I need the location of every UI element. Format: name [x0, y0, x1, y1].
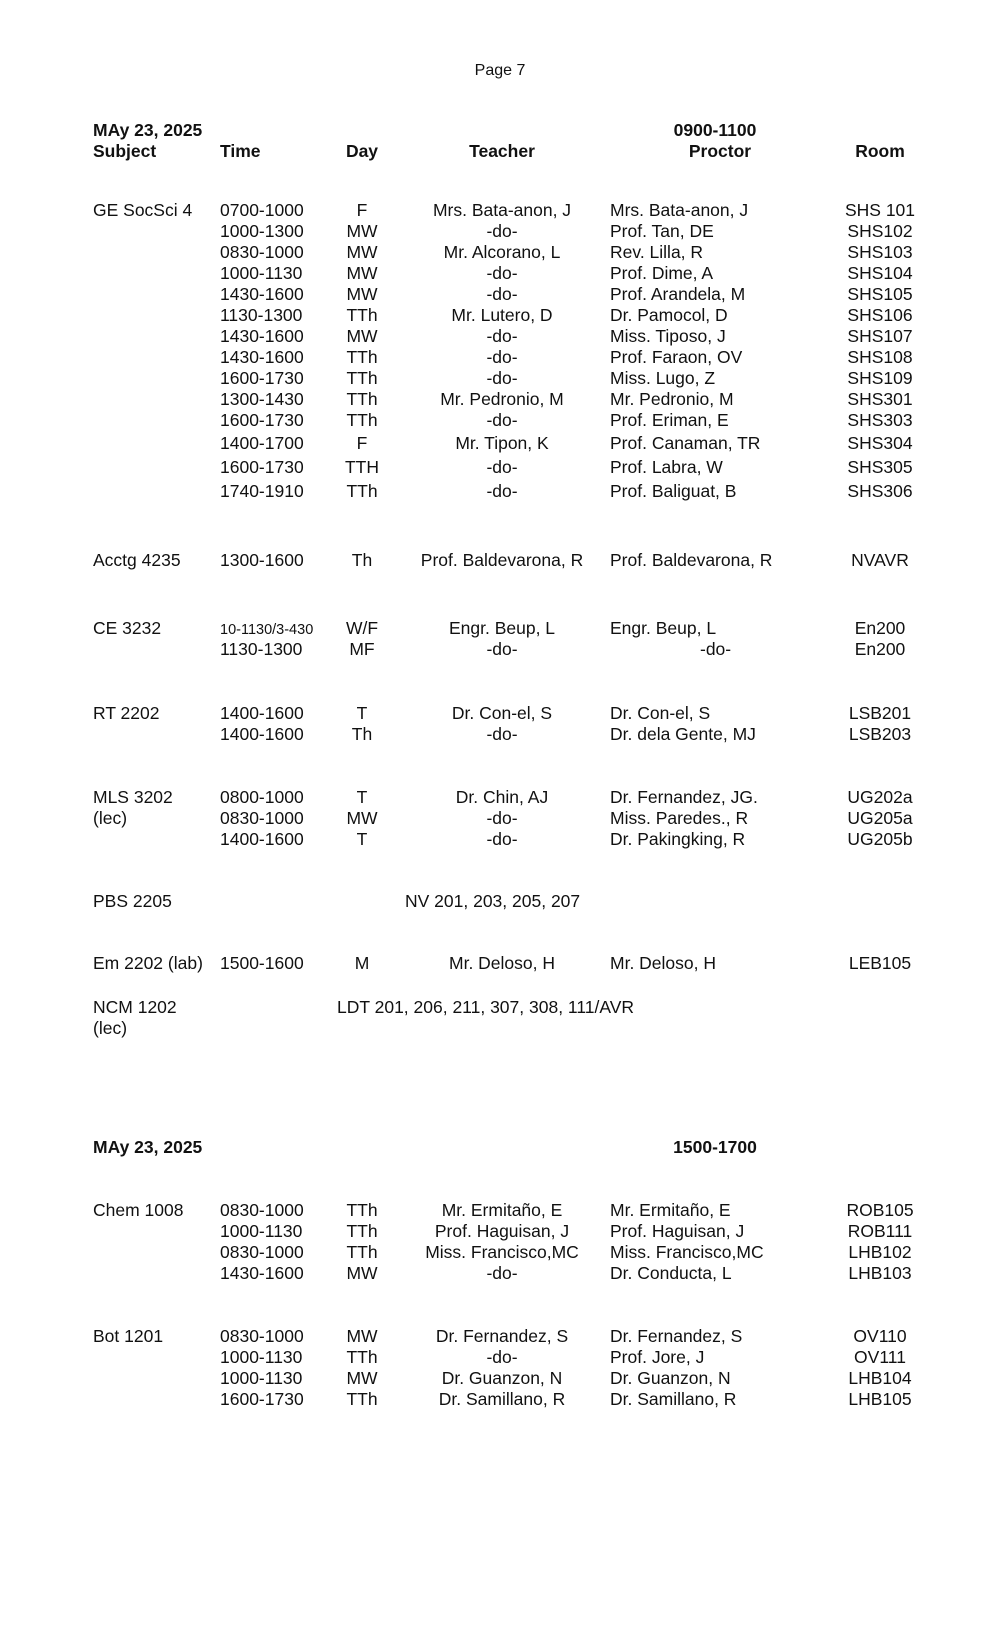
- day-cell: F: [356, 200, 368, 220]
- teacher-cell: Prof. Haguisan, J: [434, 1221, 570, 1241]
- room-cell: SHS305: [847, 457, 913, 477]
- day-cell: M: [354, 953, 370, 973]
- teacher-cell: Mrs. Bata-anon, J: [432, 200, 572, 220]
- day-cell: F: [356, 433, 368, 453]
- day-cell: TTh: [346, 1242, 378, 1262]
- teacher-cell: -do-: [486, 724, 518, 744]
- teacher-cell: -do-: [486, 221, 518, 241]
- time-cell: 0830-1000: [220, 808, 304, 828]
- room-cell: LSB201: [848, 703, 912, 723]
- room-cell: SHS104: [847, 263, 913, 283]
- teacher-cell: Dr. Fernandez, S: [435, 1326, 569, 1346]
- subject-cell: MLS 3202: [93, 787, 173, 807]
- teacher-cell: -do-: [486, 263, 518, 283]
- day-cell: TTh: [346, 1200, 378, 1220]
- teacher-cell: -do-: [486, 1263, 518, 1283]
- proctor-cell: Dr. Pamocol, D: [610, 305, 728, 325]
- room-note: LDT 201, 206, 211, 307, 308, 111/AVR: [337, 997, 635, 1017]
- time-cell: 1600-1730: [220, 1389, 304, 1409]
- room-cell: SHS301: [847, 389, 913, 409]
- room-cell: LEB105: [848, 953, 912, 973]
- subject-cell: PBS 2205: [93, 891, 172, 911]
- day-cell: MW: [346, 284, 378, 304]
- day-cell: TTh: [346, 368, 378, 388]
- day-cell: MF: [349, 639, 375, 659]
- day-cell: TTH: [344, 457, 380, 477]
- day-cell: TTh: [346, 410, 378, 430]
- day-cell: T: [356, 787, 368, 807]
- proctor-cell: Prof. Canaman, TR: [610, 433, 761, 453]
- time-cell: 1130-1300: [220, 639, 303, 659]
- proctor-cell: Prof. Baldevarona, R: [610, 550, 773, 570]
- subject-cell: CE 3232: [93, 618, 162, 638]
- subject-cell: Bot 1201: [93, 1326, 164, 1346]
- time-cell: 1130-1300: [220, 305, 303, 325]
- room-cell: ROB111: [847, 1221, 913, 1241]
- time-cell: 1300-1430: [220, 389, 304, 409]
- time-cell: 1400-1700: [220, 433, 304, 453]
- room-cell: LSB203: [848, 724, 912, 744]
- proctor-cell: Miss. Francisco,MC: [610, 1242, 764, 1262]
- time-cell: 1430-1600: [220, 326, 304, 346]
- time-cell: 1000-1130: [220, 1368, 303, 1388]
- proctor-cell: Miss. Paredes., R: [610, 808, 749, 828]
- subject-cell: GE SocSci 4: [93, 200, 193, 220]
- time-cell: 1000-1300: [220, 221, 304, 241]
- section-date: MAy 23, 2025: [93, 1137, 203, 1157]
- time-cell: 1400-1600: [220, 829, 304, 849]
- header-day: Day: [345, 141, 379, 161]
- teacher-cell: Dr. Samillano, R: [438, 1389, 566, 1409]
- day-cell: W/F: [345, 618, 379, 638]
- subject-cell: RT 2202: [93, 703, 160, 723]
- room-cell: OV110: [853, 1326, 907, 1346]
- day-cell: MW: [346, 1326, 378, 1346]
- room-cell: NVAVR: [851, 550, 909, 570]
- proctor-cell: Mr. Pedronio, M: [610, 389, 734, 409]
- room-cell: SHS102: [847, 221, 913, 241]
- day-cell: TTh: [346, 1347, 378, 1367]
- day-cell: T: [356, 829, 368, 849]
- teacher-cell: Prof. Baldevarona, R: [420, 550, 584, 570]
- proctor-cell: Rev. Lilla, R: [610, 242, 704, 262]
- teacher-cell: -do-: [486, 457, 518, 477]
- room-cell: SHS105: [847, 284, 913, 304]
- day-cell: TTh: [346, 389, 378, 409]
- proctor-cell: Dr. Guanzon, N: [610, 1368, 731, 1388]
- header-subject: Subject: [93, 141, 157, 161]
- proctor-cell: Prof. Arandela, M: [610, 284, 746, 304]
- teacher-cell: -do-: [486, 284, 518, 304]
- time-cell: 0800-1000: [220, 787, 304, 807]
- time-cell: 1430-1600: [220, 1263, 304, 1283]
- time-cell: 1400-1600: [220, 724, 304, 744]
- day-cell: TTh: [346, 481, 378, 501]
- header-proctor: Proctor: [688, 141, 752, 161]
- proctor-cell: Dr. Con-el, S: [610, 703, 711, 723]
- teacher-cell: -do-: [486, 829, 518, 849]
- section-time-slot: 1500-1700: [673, 1137, 757, 1157]
- proctor-cell: Mrs. Bata-anon, J: [610, 200, 749, 220]
- time-cell: 1740-1910: [220, 481, 304, 501]
- teacher-cell: -do-: [486, 1347, 518, 1367]
- room-cell: En200: [854, 639, 906, 659]
- room-cell: ROB105: [846, 1200, 914, 1220]
- time-cell: 0830-1000: [220, 242, 304, 262]
- teacher-cell: Mr. Alcorano, L: [443, 242, 561, 262]
- section-time-slot: 0900-1100: [673, 120, 757, 140]
- day-cell: TTh: [346, 347, 378, 367]
- room-cell: SHS109: [847, 368, 913, 388]
- room-cell: En200: [854, 618, 906, 638]
- time-cell: 1000-1130: [220, 1221, 303, 1241]
- proctor-cell: Dr. Fernandez, JG.: [610, 787, 758, 807]
- day-cell: Th: [351, 550, 373, 570]
- proctor-cell: Miss. Lugo, Z: [610, 368, 716, 388]
- room-note: NV 201, 203, 205, 207: [405, 891, 581, 911]
- teacher-cell: -do-: [486, 326, 518, 346]
- time-cell: 0830-1000: [220, 1242, 304, 1262]
- day-cell: T: [356, 703, 368, 723]
- room-cell: UG202a: [847, 787, 913, 807]
- time-cell: 0700-1000: [220, 200, 304, 220]
- teacher-cell: Mr. Deloso, H: [449, 953, 555, 973]
- teacher-cell: Miss. Francisco,MC: [425, 1242, 579, 1262]
- time-cell: 1600-1730: [220, 368, 304, 388]
- proctor-cell: Mr. Deloso, H: [610, 953, 716, 973]
- room-cell: OV111: [854, 1347, 906, 1367]
- subject-cell: Em 2202 (lab): [93, 953, 203, 973]
- room-cell: SHS103: [847, 242, 913, 262]
- teacher-cell: Dr. Chin, AJ: [455, 787, 549, 807]
- room-cell: SHS107: [847, 326, 913, 346]
- proctor-cell: Miss. Tiposo, J: [610, 326, 726, 346]
- time-cell: 1430-1600: [220, 284, 304, 304]
- subject-cell: Chem 1008: [93, 1200, 184, 1220]
- proctor-cell: Engr. Beup, L: [610, 618, 717, 638]
- teacher-cell: -do-: [486, 639, 518, 659]
- proctor-cell: Prof. Eriman, E: [610, 410, 729, 430]
- teacher-cell: Dr. Guanzon, N: [441, 1368, 563, 1388]
- time-cell: 1430-1600: [220, 347, 304, 367]
- room-cell: UG205a: [847, 808, 913, 828]
- proctor-cell: Prof. Jore, J: [610, 1347, 705, 1367]
- teacher-cell: Mr. Tipon, K: [455, 433, 549, 453]
- teacher-cell: Engr. Beup, L: [448, 618, 556, 638]
- proctor-cell: Prof. Labra, W: [610, 457, 723, 477]
- time-cell: 1500-1600: [220, 953, 304, 973]
- room-cell: LHB104: [848, 1368, 912, 1388]
- room-cell: LHB102: [848, 1242, 912, 1262]
- teacher-cell: -do-: [486, 368, 518, 388]
- proctor-cell: Dr. Fernandez, S: [610, 1326, 743, 1346]
- room-cell: SHS 101: [844, 200, 916, 220]
- time-cell: 1000-1130: [220, 263, 303, 283]
- teacher-cell: Mr. Lutero, D: [451, 305, 553, 325]
- proctor-cell: Prof. Faraon, OV: [610, 347, 743, 367]
- teacher-cell: -do-: [486, 481, 518, 501]
- proctor-cell: Prof. Dime, A: [610, 263, 714, 283]
- proctor-cell: -do-: [700, 639, 732, 659]
- time-cell: 1300-1600: [220, 550, 304, 570]
- room-cell: SHS303: [847, 410, 913, 430]
- teacher-cell: -do-: [486, 410, 518, 430]
- day-cell: Th: [351, 724, 373, 744]
- proctor-cell: Dr. dela Gente, MJ: [610, 724, 756, 744]
- time-cell: 1400-1600: [220, 703, 304, 723]
- day-cell: MW: [346, 326, 378, 346]
- day-cell: TTh: [346, 1221, 378, 1241]
- teacher-cell: Dr. Con-el, S: [451, 703, 553, 723]
- proctor-cell: Dr. Samillano, R: [610, 1389, 737, 1409]
- header-room: Room: [855, 141, 905, 161]
- day-cell: MW: [346, 808, 378, 828]
- proctor-cell: Prof. Haguisan, J: [610, 1221, 745, 1241]
- room-cell: LHB105: [848, 1389, 912, 1409]
- room-cell: SHS106: [847, 305, 913, 325]
- section-date: MAy 23, 2025: [93, 120, 203, 140]
- day-cell: TTh: [346, 1389, 378, 1409]
- day-cell: MW: [346, 263, 378, 283]
- subject-cell: Acctg 4235: [93, 550, 181, 570]
- room-cell: SHS304: [847, 433, 913, 453]
- time-cell: 10-1130/3-430: [220, 622, 314, 638]
- teacher-cell: Mr. Ermitaño, E: [441, 1200, 563, 1220]
- day-cell: MW: [346, 242, 378, 262]
- proctor-cell: Prof. Tan, DE: [610, 221, 714, 241]
- time-cell: 0830-1000: [220, 1200, 304, 1220]
- room-cell: SHS306: [847, 481, 913, 501]
- subject-cell: NCM 1202: [93, 997, 177, 1017]
- day-cell: MW: [346, 1368, 378, 1388]
- proctor-cell: Dr. Conducta, L: [610, 1263, 732, 1283]
- subject-note: (lec): [93, 808, 128, 828]
- day-cell: MW: [346, 221, 378, 241]
- proctor-cell: Mr. Ermitaño, E: [610, 1200, 731, 1220]
- room-cell: SHS108: [847, 347, 913, 367]
- room-cell: LHB103: [848, 1263, 912, 1283]
- time-cell: 1600-1730: [220, 410, 304, 430]
- room-cell: UG205b: [847, 829, 913, 849]
- header-teacher: Teacher: [469, 141, 535, 161]
- time-cell: 1000-1130: [220, 1347, 303, 1367]
- time-cell: 1600-1730: [220, 457, 304, 477]
- day-cell: TTh: [346, 305, 378, 325]
- teacher-cell: -do-: [486, 347, 518, 367]
- header-time: Time: [220, 141, 261, 161]
- time-cell: 0830-1000: [220, 1326, 304, 1346]
- proctor-cell: Prof. Baliguat, B: [610, 481, 737, 501]
- subject-note: (lec): [93, 1018, 128, 1038]
- proctor-cell: Dr. Pakingking, R: [610, 829, 746, 849]
- page-number: Page 7: [474, 62, 526, 79]
- teacher-cell: -do-: [486, 808, 518, 828]
- day-cell: MW: [346, 1263, 378, 1283]
- teacher-cell: Mr. Pedronio, M: [440, 389, 564, 409]
